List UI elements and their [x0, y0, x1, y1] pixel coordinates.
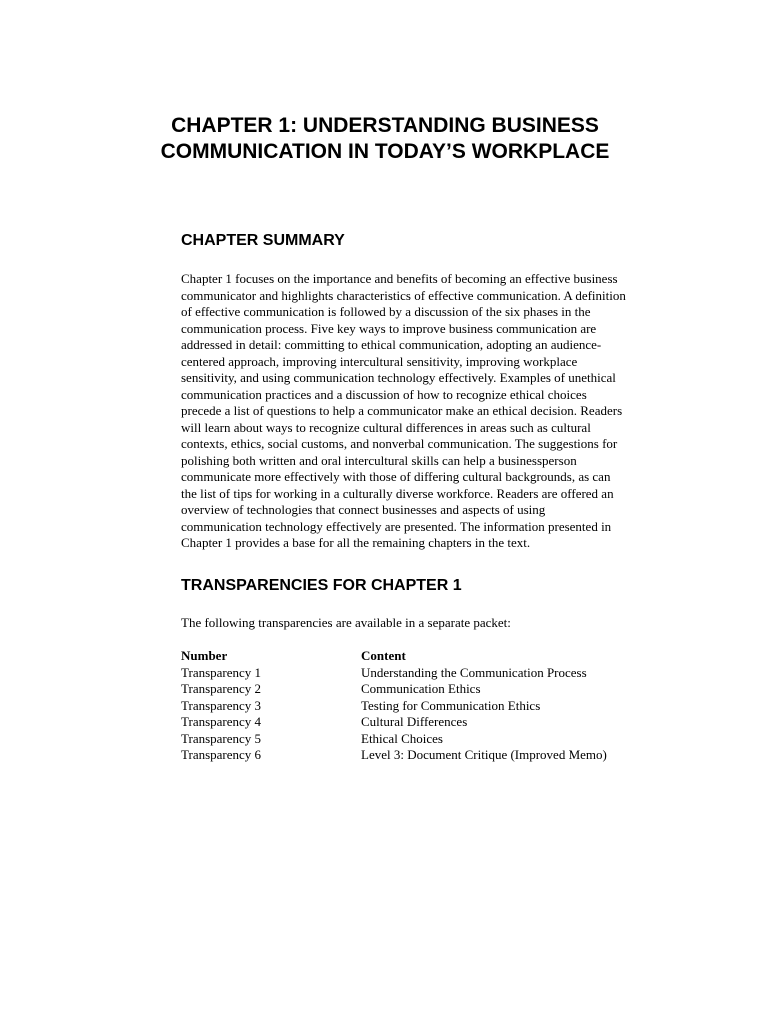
transparency-content: Ethical Choices [361, 730, 443, 746]
chapter-summary-paragraph [181, 271, 661, 552]
transparency-number: Transparency 1 [181, 664, 262, 680]
summary-line: contexts, ethics, social customs, and nonverbal communication. The suggestions for [181, 436, 618, 451]
table-row [181, 665, 681, 682]
table-row [181, 681, 681, 698]
transparency-content: Understanding the Communication Process [361, 664, 587, 680]
chapter-title: CHAPTER 1: UNDERSTANDING BUSINESS COMMUNICATION IN TODAY’S WORKPLACE [160, 114, 610, 163]
summary-line: precede a list of questions to help a communicator make an ethical decision. Readers [181, 403, 623, 418]
transparency-content: Testing for Communication Ethics [361, 697, 541, 713]
summary-line: Chapter 1 provides a base for all the remaining chapters in the text. [181, 535, 531, 550]
table-row [181, 731, 681, 748]
transparency-content: Cultural Differences [361, 714, 468, 729]
summary-line: addressed in detail: committing to ethical communication, adopting an audience- [181, 337, 602, 352]
transparency-number: Transparency 6 [181, 747, 262, 762]
chapter-summary-heading: CHAPTER SUMMARY [181, 232, 345, 249]
summary-line: communicator and highlights characteristics of effective communication. A definition [181, 287, 626, 303]
summary-line: communication technology effectively are presented. The information presented in [181, 518, 612, 534]
summary-line: will learn about ways to recognize cultural differences in areas such as cultural [181, 419, 591, 435]
transparencies-heading: TRANSPARENCIES FOR CHAPTER 1 [181, 577, 462, 594]
summary-line: overview of technologies that connect businesses and aspects of using [181, 502, 546, 517]
number-column-header: Number [181, 648, 228, 663]
summary-line: communication practices and a discussion of how to recognize ethical choices [181, 386, 587, 402]
transparency-number: Transparency 4 [181, 714, 262, 729]
table-row [181, 698, 681, 715]
transparency-number: Transparency 3 [181, 697, 262, 713]
transparency-content: Communication Ethics [361, 681, 481, 696]
transparency-number: Transparency 2 [181, 681, 262, 696]
transparencies-intro: The following transparencies are available in a separate packet: [181, 615, 511, 630]
transparencies-table [181, 648, 681, 764]
summary-line: polishing both written and oral intercultural skills can help a businessperson [181, 452, 577, 468]
content-column-header: Content [361, 648, 406, 663]
transparency-content: Level 3: Document Critique (Improved Memo) [361, 747, 607, 762]
summary-line: the list of tips for working in a culturally diverse workforce. Readers are offered an [181, 485, 614, 501]
summary-line: communicate more effectively with those of differing cultural backgrounds, as can [181, 469, 611, 484]
transparency-number: Transparency 5 [181, 730, 262, 746]
summary-line: Chapter 1 focuses on the importance and benefits of becoming an effective business [181, 271, 618, 286]
summary-line: sensitivity, and using communication technology effectively. Examples of unethical [181, 370, 616, 385]
table-header-row [181, 648, 681, 665]
table-row [181, 747, 681, 764]
summary-line: centered approach, improving intercultural sensitivity, improving workplace [181, 353, 578, 369]
summary-line: of effective communication is followed by a discussion of the six phases in the [181, 304, 591, 319]
table-row [181, 714, 681, 731]
summary-line: communication process. Five key ways to improve business communication are [181, 320, 597, 336]
